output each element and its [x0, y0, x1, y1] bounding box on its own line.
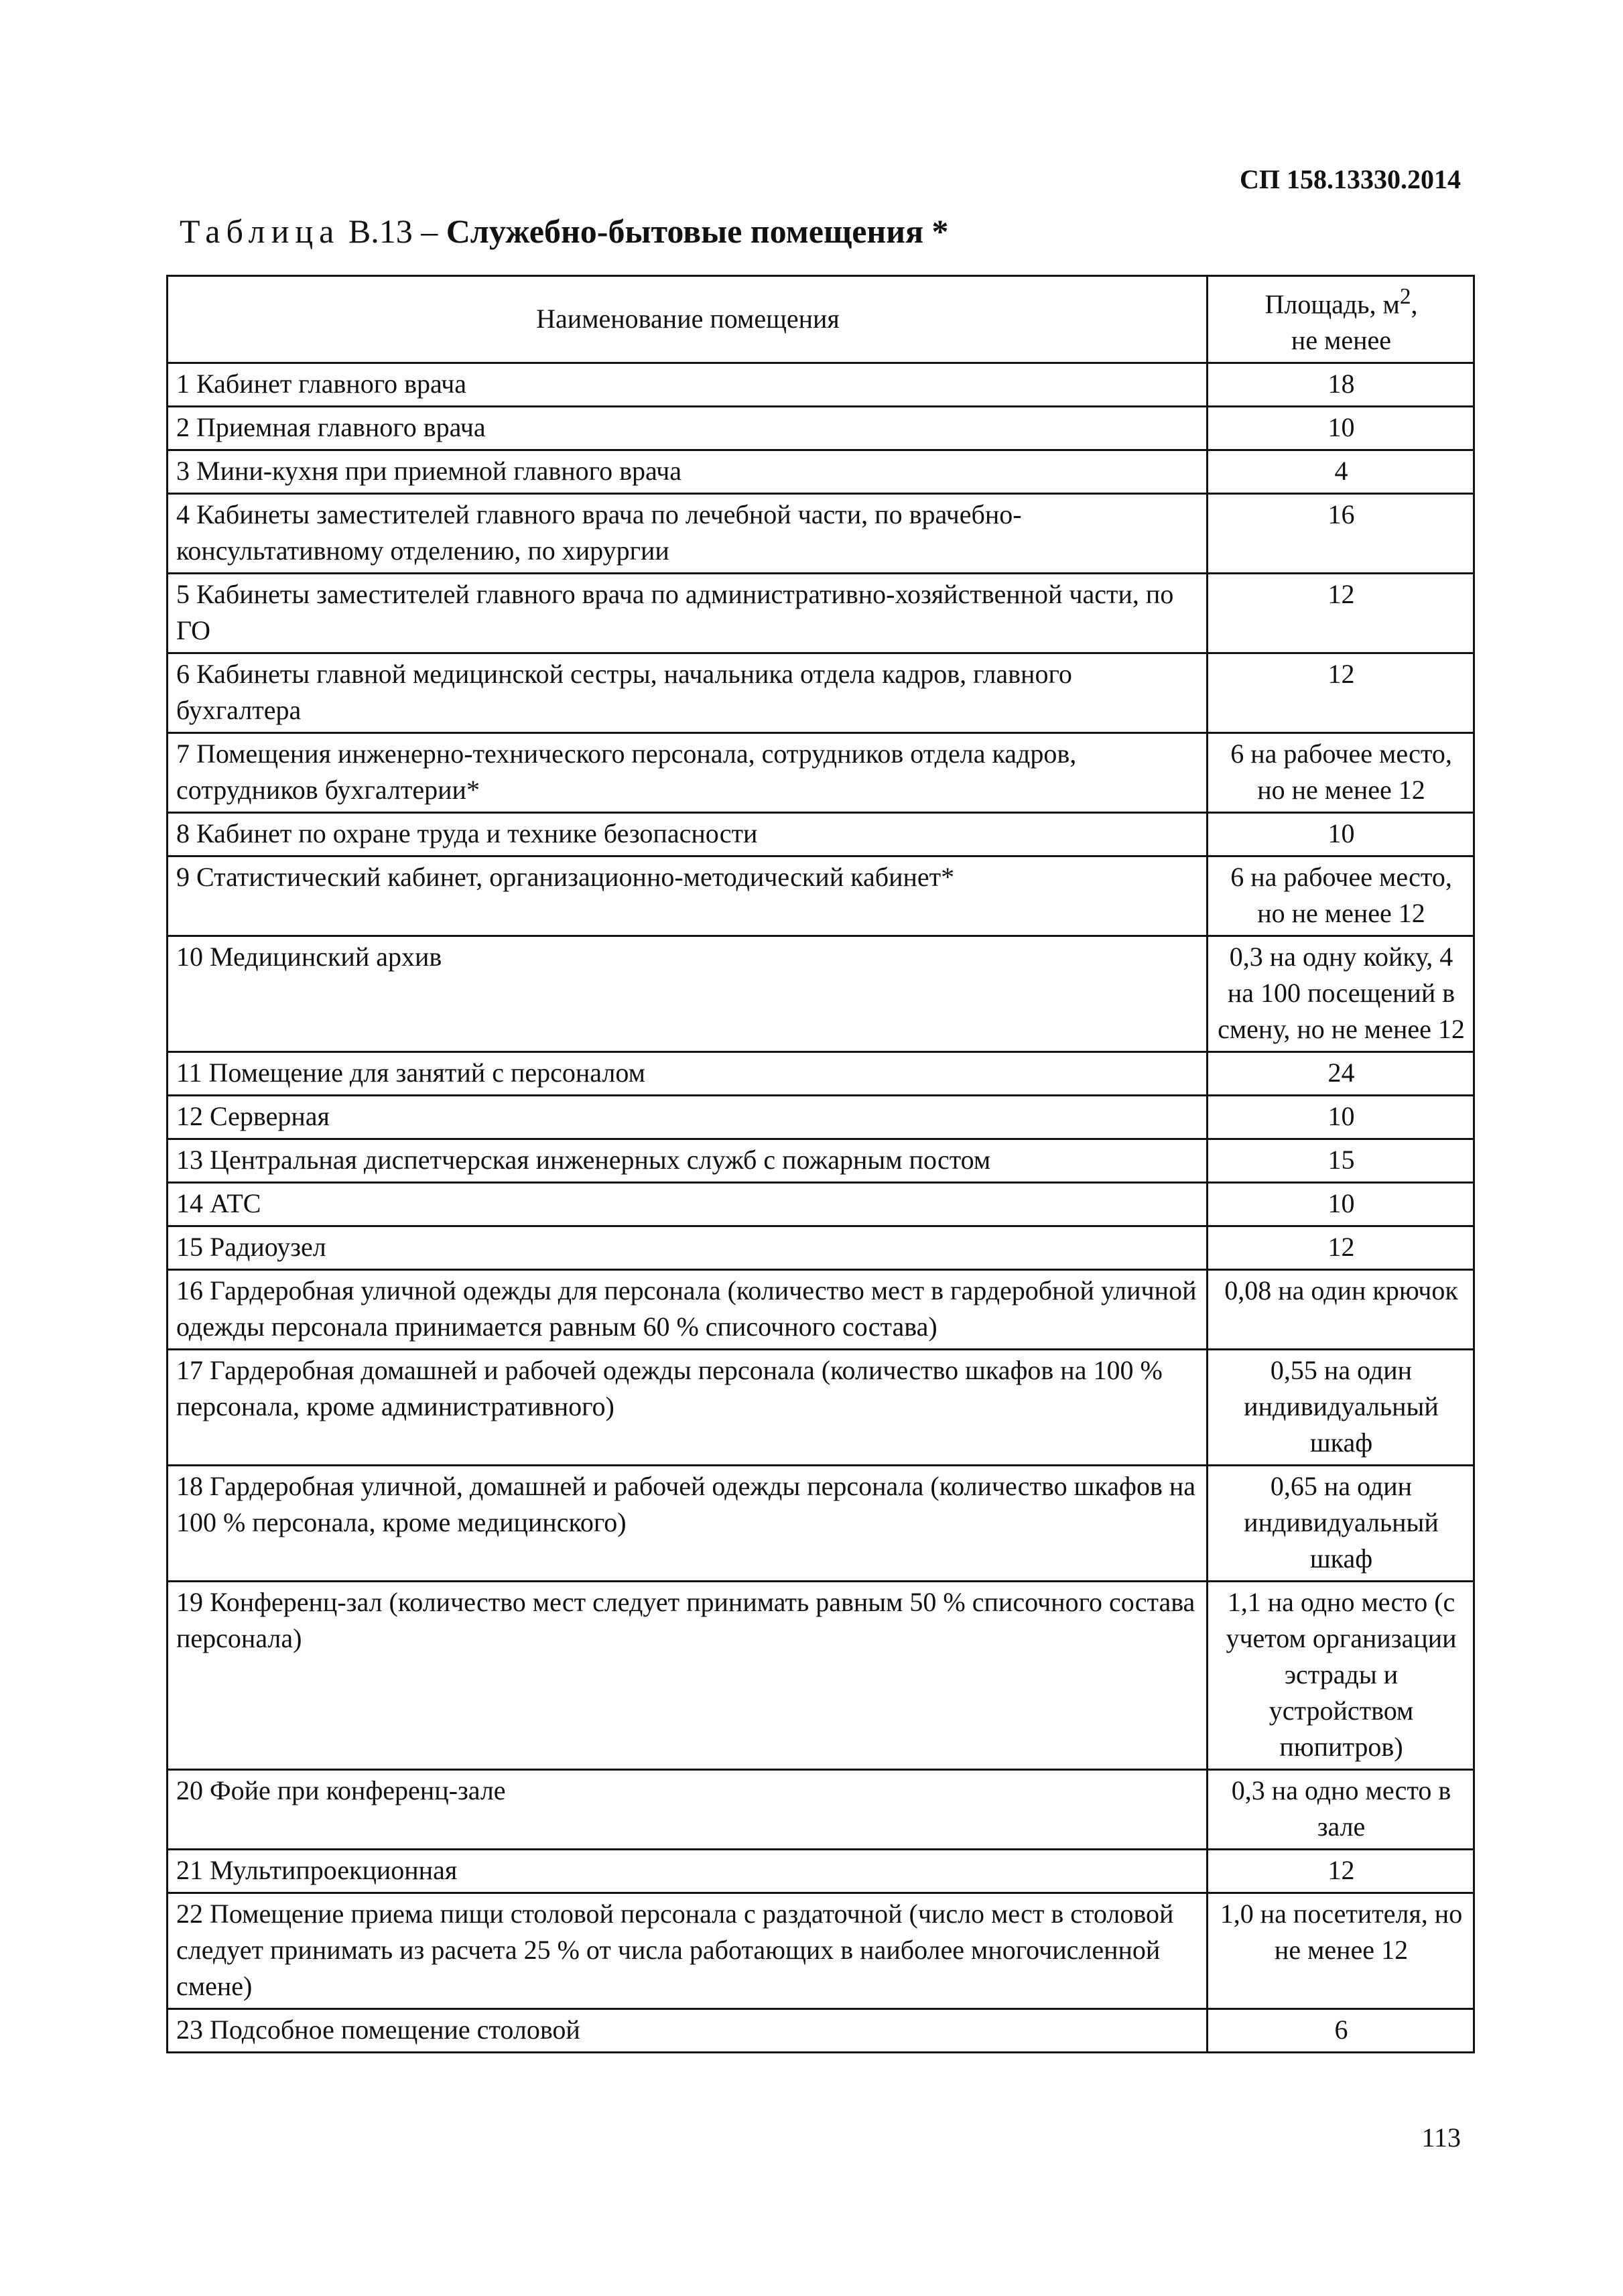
- room-name-cell: 7 Помещения инженерно-технического персонала, сотрудников отдела кадров, сотрудников бухгалтерии*: [168, 733, 1208, 813]
- room-area-cell: 10: [1208, 1096, 1474, 1139]
- document-code: СП 158.13330.2014: [1240, 164, 1461, 194]
- table-row: [168, 407, 1474, 450]
- rooms-table: [166, 275, 1475, 2053]
- table-title-name: Служебно-бытовые помещения *: [446, 212, 949, 250]
- table-row: [168, 1770, 1474, 1850]
- table-row: [168, 450, 1474, 494]
- table-title: [180, 212, 949, 251]
- room-area-cell: 0,08 на один крючок: [1208, 1270, 1474, 1350]
- column-header-name: Наименование помещения: [168, 276, 1208, 363]
- table-row: [168, 733, 1474, 813]
- table-row: [168, 574, 1474, 653]
- table-row: [168, 1582, 1474, 1770]
- page-number: 113: [1421, 2122, 1461, 2153]
- table-row: [168, 1183, 1474, 1226]
- room-area-cell: 15: [1208, 1139, 1474, 1183]
- room-name-cell: 8 Кабинет по охране труда и технике безопасности: [168, 813, 1208, 856]
- table-row: [168, 1466, 1474, 1582]
- room-area-cell: 10: [1208, 1183, 1474, 1226]
- table-title-number: В.13 –: [340, 212, 446, 250]
- room-name-cell: 12 Серверная: [168, 1096, 1208, 1139]
- room-area-cell: 1,1 на одно место (с учетом организации эстрады и устройством пюпитров): [1208, 1582, 1474, 1770]
- room-area-cell: 10: [1208, 813, 1474, 856]
- table-row: [168, 1893, 1474, 2009]
- table-row: [168, 1350, 1474, 1466]
- room-name-cell: 19 Конференц-зал (количество мест следует принимать равным 50 % списочного состава персонала): [168, 1582, 1208, 1770]
- room-area-cell: 0,3 на одну койку, 4 на 100 посещений в смену, но не менее 12: [1208, 936, 1474, 1052]
- room-name-cell: 23 Подсобное помещение столовой: [168, 2009, 1208, 2053]
- room-name-cell: 13 Центральная диспетчерская инженерных служб с пожарным постом: [168, 1139, 1208, 1183]
- area-header-superscript: 2: [1399, 284, 1411, 309]
- table-row: [168, 2009, 1474, 2053]
- room-area-cell: 4: [1208, 450, 1474, 494]
- room-name-cell: 22 Помещение приема пищи столовой персонала с раздаточной (число мест в столовой следует принимать из расчета 25 % от числа работающих в наиболее многочисленной смене): [168, 1893, 1208, 2009]
- room-name-cell: 11 Помещение для занятий с персоналом: [168, 1052, 1208, 1096]
- room-area-cell: 6: [1208, 2009, 1474, 2053]
- room-name-cell: 6 Кабинеты главной медицинской сестры, начальника отдела кадров, главного бухгалтера: [168, 653, 1208, 733]
- room-area-cell: 0,65 на один индивидуальный шкаф: [1208, 1466, 1474, 1582]
- table-row: [168, 1270, 1474, 1350]
- table-row: [168, 1096, 1474, 1139]
- room-name-cell: 16 Гардеробная уличной одежды для персонала (количество мест в гардеробной уличной одежды персонала принимается равным 60 % списочного состава): [168, 1270, 1208, 1350]
- room-area-cell: 12: [1208, 574, 1474, 653]
- room-area-cell: 0,55 на один индивидуальный шкаф: [1208, 1350, 1474, 1466]
- table-row: [168, 1226, 1474, 1270]
- room-area-cell: 12: [1208, 1850, 1474, 1893]
- table-body: [168, 363, 1474, 2053]
- table-row: [168, 1139, 1474, 1183]
- table-row: [168, 1052, 1474, 1096]
- room-area-cell: 0,3 на одно место в зале: [1208, 1770, 1474, 1850]
- room-name-cell: 9 Статистический кабинет, организационно-методический кабинет*: [168, 856, 1208, 936]
- room-name-cell: 1 Кабинет главного врача: [168, 363, 1208, 407]
- room-name-cell: 10 Медицинский архив: [168, 936, 1208, 1052]
- room-name-cell: 5 Кабинеты заместителей главного врача по административно-хозяйственной части, по ГО: [168, 574, 1208, 653]
- area-header-comma: ,: [1411, 289, 1418, 320]
- room-area-cell: 24: [1208, 1052, 1474, 1096]
- room-area-cell: 6 на рабочее место, но не менее 12: [1208, 856, 1474, 936]
- column-header-area: [1208, 276, 1474, 363]
- table-row: [168, 494, 1474, 574]
- area-header-subtext: не менее: [1291, 325, 1392, 356]
- room-area-cell: 10: [1208, 407, 1474, 450]
- room-area-cell: 12: [1208, 653, 1474, 733]
- room-name-cell: 20 Фойе при конференц-зале: [168, 1770, 1208, 1850]
- table-row: [168, 856, 1474, 936]
- room-area-cell: 1,0 на посетителя, но не менее 12: [1208, 1893, 1474, 2009]
- room-area-cell: 18: [1208, 363, 1474, 407]
- table-row: [168, 813, 1474, 856]
- room-name-cell: 21 Мультипроекционная: [168, 1850, 1208, 1893]
- room-name-cell: 15 Радиоузел: [168, 1226, 1208, 1270]
- area-header-text: Площадь, м: [1264, 289, 1400, 320]
- table-row: [168, 653, 1474, 733]
- room-area-cell: 12: [1208, 1226, 1474, 1270]
- table-title-prefix: Таблица: [180, 212, 340, 250]
- room-name-cell: 3 Мини-кухня при приемной главного врача: [168, 450, 1208, 494]
- table-row: [168, 936, 1474, 1052]
- room-name-cell: 4 Кабинеты заместителей главного врача по лечебной части, по врачебно-консультативному отделению, по хирургии: [168, 494, 1208, 574]
- room-name-cell: 2 Приемная главного врача: [168, 407, 1208, 450]
- room-area-cell: 16: [1208, 494, 1474, 574]
- table-row: [168, 363, 1474, 407]
- room-name-cell: 17 Гардеробная домашней и рабочей одежды персонала (количество шкафов на 100 % персонала, кроме административного): [168, 1350, 1208, 1466]
- room-name-cell: 14 АТС: [168, 1183, 1208, 1226]
- room-area-cell: 6 на рабочее место, но не менее 12: [1208, 733, 1474, 813]
- table-header-row: [168, 276, 1474, 363]
- room-name-cell: 18 Гардеробная уличной, домашней и рабочей одежды персонала (количество шкафов на 100 % персонала, кроме медицинского): [168, 1466, 1208, 1582]
- table-row: [168, 1850, 1474, 1893]
